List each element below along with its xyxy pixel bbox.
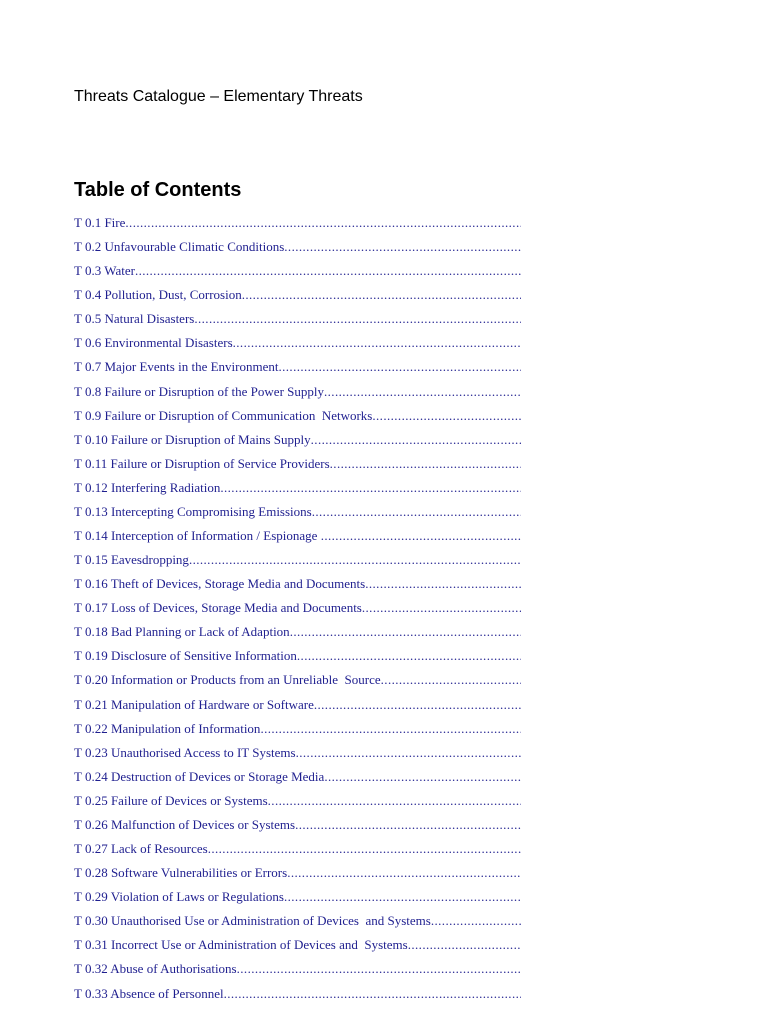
toc-entry-link[interactable]: T 0.15 Eavesdropping [74,552,189,568]
dot-leader [260,721,521,737]
toc-entry[interactable] [74,456,521,480]
dot-leader [233,335,521,351]
dot-leader [311,432,521,448]
dot-leader [278,359,521,375]
toc-entry[interactable] [74,576,521,600]
dot-leader [224,986,521,1002]
toc-entry-link[interactable]: T 0.31 Incorrect Use or Administration of Devices and Systems [74,937,408,953]
toc-entry-link[interactable]: T 0.17 Loss of Devices, Storage Media and Documents [74,600,362,616]
toc-entry[interactable] [74,408,521,432]
toc-entry[interactable] [74,841,521,865]
dot-leader [290,624,521,640]
dot-leader [295,817,521,833]
dot-leader [330,456,521,472]
dot-leader [372,408,521,424]
toc-heading: Table of Contents [74,179,242,201]
table-of-contents [74,215,521,1010]
toc-entry-link[interactable]: T 0.23 Unauthorised Access to IT Systems [74,744,296,760]
dot-leader [242,287,521,303]
toc-entry-link[interactable]: T 0.27 Lack of Resources [74,841,208,857]
toc-entry-link[interactable]: T 0.26 Malfunction of Devices or Systems [74,816,296,832]
toc-entry[interactable] [74,624,521,648]
toc-entry-link[interactable]: T 0.14 Interception of Information / Espionage [74,528,321,544]
toc-entry-link[interactable]: T 0.12 Interfering Radiation [74,479,221,495]
toc-entry[interactable] [74,480,521,504]
toc-entry-link[interactable]: T 0.32 Abuse of Authorisations [74,961,237,977]
toc-entry[interactable] [74,961,521,985]
dot-leader [284,889,521,905]
dot-leader [268,793,521,809]
toc-entry[interactable] [74,817,521,841]
toc-entry[interactable] [74,793,521,817]
toc-entry[interactable] [74,865,521,889]
toc-entry-link[interactable]: T 0.19 Disclosure of Sensitive Information [74,648,297,664]
toc-entry[interactable] [74,913,521,937]
toc-entry-link[interactable]: T 0.7 Major Events in the Environment [74,359,279,375]
dot-leader [324,769,521,785]
dot-leader [312,504,521,520]
toc-entry[interactable] [74,239,521,263]
dot-leader [237,961,521,977]
toc-entry-link[interactable]: T 0.6 Environmental Disasters [74,335,233,351]
toc-entry-link[interactable]: T 0.3 Water [74,263,135,279]
toc-entry-link[interactable]: T 0.24 Destruction of Devices or Storage Media [74,768,325,784]
dot-leader [287,865,521,881]
toc-entry[interactable] [74,648,521,672]
toc-entry-link[interactable]: T 0.9 Failure or Disruption of Communication Networks [74,407,373,423]
toc-entry[interactable] [74,311,521,335]
dot-leader [324,384,521,400]
dot-leader [125,215,521,231]
toc-entry-link[interactable]: T 0.16 Theft of Devices, Storage Media and Documents [74,576,366,592]
toc-entry[interactable] [74,287,521,311]
toc-entry[interactable] [74,986,521,1010]
toc-entry[interactable] [74,672,521,696]
toc-entry[interactable] [74,528,521,552]
toc-entry[interactable] [74,335,521,359]
document-header: Threats Catalogue – Elementary Threats [74,88,363,105]
toc-entry[interactable] [74,504,521,528]
toc-entry-link[interactable]: T 0.8 Failure or Disruption of the Power Supply [74,383,324,399]
toc-entry-link[interactable]: T 0.10 Failure or Disruption of Mains Supply [74,431,311,447]
toc-entry[interactable] [74,263,521,287]
toc-entry-link[interactable]: T 0.28 Software Vulnerabilities or Errors [74,865,288,881]
toc-entry[interactable] [74,432,521,456]
dot-leader [220,480,521,496]
dot-leader [408,937,521,953]
toc-entry-link[interactable]: T 0.22 Manipulation of Information [74,720,261,736]
toc-entry-link[interactable]: T 0.5 Natural Disasters [74,311,195,327]
toc-entry[interactable] [74,745,521,769]
toc-entry-link[interactable]: T 0.29 Violation of Laws or Regulations [74,889,284,905]
dot-leader [297,648,521,664]
dot-leader [194,311,521,327]
toc-entry-link[interactable]: T 0.4 Pollution, Dust, Corrosion [74,287,242,303]
toc-entry-link[interactable]: T 0.18 Bad Planning or Lack of Adaption [74,624,290,640]
toc-entry-link[interactable]: T 0.33 Absence of Personnel [74,985,224,1001]
dot-leader [135,263,521,279]
toc-entry[interactable] [74,384,521,408]
dot-leader [381,672,521,688]
dot-leader [208,841,521,857]
toc-entry-link[interactable]: T 0.13 Intercepting Compromising Emissions [74,503,312,519]
toc-entry-link[interactable]: T 0.21 Manipulation of Hardware or Software [74,696,314,712]
toc-entry[interactable] [74,889,521,913]
dot-leader [314,697,521,713]
toc-entry[interactable] [74,600,521,624]
dot-leader [284,239,521,255]
toc-entry[interactable] [74,215,521,239]
toc-entry-link[interactable]: T 0.1 Fire [74,215,126,230]
dot-leader [296,745,521,761]
toc-entry-link[interactable]: T 0.2 Unfavourable Climatic Conditions [74,239,285,255]
toc-entry[interactable] [74,359,521,383]
toc-entry-link[interactable]: T 0.25 Failure of Devices or Systems [74,792,268,808]
dot-leader [431,913,521,929]
toc-entry[interactable] [74,937,521,961]
toc-entry[interactable] [74,697,521,721]
toc-entry[interactable] [74,769,521,793]
dot-leader [189,552,521,568]
toc-entry-link[interactable]: T 0.20 Information or Products from an Unreliable Source [74,672,381,688]
dot-leader [365,576,521,592]
toc-entry-link[interactable]: T 0.30 Unauthorised Use or Administration of Devices and Systems [74,913,431,929]
toc-entry-link[interactable]: T 0.11 Failure or Disruption of Service Providers [74,455,330,471]
dot-leader [321,528,521,544]
toc-entry[interactable] [74,552,521,576]
toc-entry[interactable] [74,721,521,745]
dot-leader [362,600,521,616]
